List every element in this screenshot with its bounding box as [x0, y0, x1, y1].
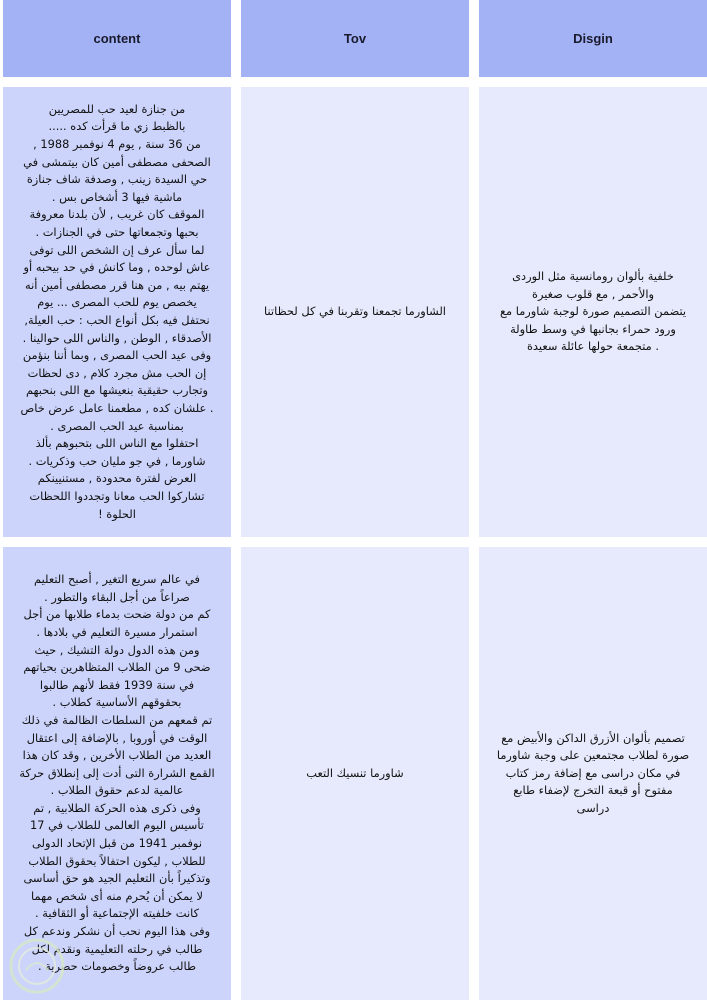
text-line: ماشية فيها 3 أشخاص بس .: [51, 189, 183, 204]
text-line: في سنة 1939 فقط لأنهم طالبوا: [39, 677, 195, 692]
text-line: . علشان كده , مطعمنا عامل عرض خاص: [20, 400, 214, 415]
text-line: حي السيدة زينب , وصدفة شاف جنازة: [26, 172, 208, 187]
text-line: وفى ذكرى هذه الحركة الطلابية , تم: [33, 800, 201, 815]
text-line: صراعاً من أجل البقاء والتطور .: [44, 589, 190, 604]
text-line: طالب عروضاً وخصومات حصرية .: [37, 959, 197, 974]
row2-tov-cell: [241, 547, 469, 1000]
row2-design-cell: [479, 547, 707, 1000]
row1-tov-cell: [241, 87, 469, 537]
text-line: كم من دولة ضحت بدماء طلابها من أجل: [23, 607, 211, 622]
text-line: وتجارب حقيقية بنعيشها مع اللى بنحبهم: [25, 383, 209, 398]
row1-design-text: [487, 268, 699, 356]
text-line: تصميم بألوان الأزرق الداكن والأبيض مع: [501, 730, 685, 745]
text-line: ومن هذه الدول دولة التشيك , حيث: [34, 642, 200, 657]
text-line: مفتوح أو قبعة التخرج لإضفاء طابع: [513, 783, 673, 798]
text-line: وفى عيد الحب المصرى , وبما أننا بنؤمن: [22, 348, 212, 363]
text-line: القمع الشرارة التى أدت إلى إنطلاق حركة: [19, 765, 215, 780]
header-tov-label: Tov: [343, 31, 367, 46]
row1-design-cell: [479, 87, 707, 537]
row2-design-text: [487, 730, 699, 818]
text-line: احتفلوا مع الناس اللى بتحبوهم بألذ: [35, 436, 199, 451]
text-line: تأسيس اليوم العالمى للطلاب في 17: [30, 818, 204, 833]
text-line: شاورما , في جو مليان حب وذكريات .: [28, 453, 206, 468]
text-line: يتضمن التصميم صورة لوجبة شاورما مع: [499, 304, 687, 319]
text-line: بمناسبة عيد الحب المصرى .: [50, 418, 184, 433]
text-line: يهتم بيه , من هنا قرر مصطفى أمين أنه: [24, 277, 210, 292]
header-design-label: Disgin: [573, 31, 613, 46]
text-line: دراسى: [576, 800, 610, 815]
text-line: الموقف كان غريب , لأن بلدنا معروفة: [29, 207, 205, 222]
text-line: من 36 سنة , يوم 4 نوفمبر 1988 ,: [33, 137, 201, 152]
text-line: استمرار مسيرة التعليم في بلادها .: [36, 624, 198, 639]
row2-content-text: [11, 571, 223, 976]
text-line: ورود حمراء بجانبها في وسط طاولة: [510, 321, 676, 336]
text-line: تم قمعهم من السلطات الظالمة في ذلك: [21, 712, 213, 727]
text-line: العرض لفترة محدودة , مستنيينكم: [37, 471, 197, 486]
text-line: صورة لطلاب مجتمعين على وجبة شاورما: [496, 748, 690, 763]
header-design: [479, 0, 707, 77]
row1-content-text: [11, 101, 223, 523]
text-line: الحلوة !: [98, 506, 136, 521]
text-line: شاورما تنسيك التعب: [306, 765, 404, 780]
text-line: بحبها وتجمعاتها حتى في الجنازات .: [35, 225, 199, 240]
text-line: خلفية بألوان رومانسية مثل الوردى: [512, 269, 674, 284]
text-line: والأحمر , مع قلوب صغيرة: [531, 286, 655, 301]
text-line: في عالم سريع التغير , أصبح التعليم: [34, 572, 200, 587]
text-line: الصحفى مصطفى أمين كان بيتمشى في: [23, 154, 211, 169]
text-line: تشاركوا الحب معانا وتجددوا اللحظات: [29, 488, 205, 503]
text-line: كانت خلفيته الإجتماعية أو الثقافية .: [34, 906, 200, 921]
text-line: بالظبط زي ما قرأت كده .....: [48, 119, 186, 134]
text-line: ضحى 9 من الطلاب المتظاهرين بحياتهم: [23, 660, 211, 675]
text-line: العديد من الطلاب الأخرين , وقد كان هذا: [22, 748, 212, 763]
text-line: نحتفل فيه بكل أنواع الحب : حب العيلة,: [24, 313, 210, 327]
text-line: . متجمعة حولها عائلة سعيدة: [526, 339, 660, 354]
text-line: إن الحب مش مجرد كلام , دى لحظات: [27, 365, 207, 380]
text-line: بحقوقهم الأساسية كطلاب .: [52, 695, 182, 710]
row2-tov-text: [249, 765, 461, 783]
header-content-label: content: [93, 31, 141, 46]
text-line: في مكان دراسى مع إضافة رمز كتاب: [505, 765, 681, 780]
text-line: من جنازة لعيد حب للمصريين: [48, 101, 186, 116]
header-content: [3, 0, 231, 77]
text-line: نوفمبر 1941 من قبل الإتحاد الدولى: [31, 836, 202, 851]
row1-content-cell: [3, 87, 231, 537]
text-line: طالب في رحلته التعليمية ونقدم لكل: [31, 941, 203, 956]
text-line: عالمية لدعم حقوق الطلاب .: [50, 783, 184, 798]
text-line: للطلاب , ليكون احتفالاً بحقوق الطلاب: [28, 853, 206, 868]
text-line: يخصص يوم للحب المصرى ... يوم: [37, 295, 197, 310]
text-line: لا يمكن أن يُحرم منه أى شخص مهما: [31, 888, 203, 903]
text-line: الوقت في أوروبا , بالإضافة إلى اعتقال: [26, 730, 208, 745]
text-line: لما سأل عرف إن الشخص اللى توفى: [29, 242, 205, 257]
text-line: وفى هذا اليوم نحب أن نشكر وندعم كل: [23, 924, 211, 939]
text-line: الأصدقاء , الوطن , والناس اللى حوالينا .: [22, 330, 212, 345]
text-line: وتذكيراً بأن التعليم الجيد هو حق أساسى: [23, 871, 211, 886]
row2-content-cell: [3, 547, 231, 1000]
header-tov: [241, 0, 469, 77]
text-line: عاش لوحده , وما كانش في حد بيحبه أو: [23, 260, 211, 275]
row1-tov-text: [249, 303, 461, 321]
text-line: الشاورما تجمعنا وتقربنا في كل لحظاتنا: [264, 304, 446, 319]
